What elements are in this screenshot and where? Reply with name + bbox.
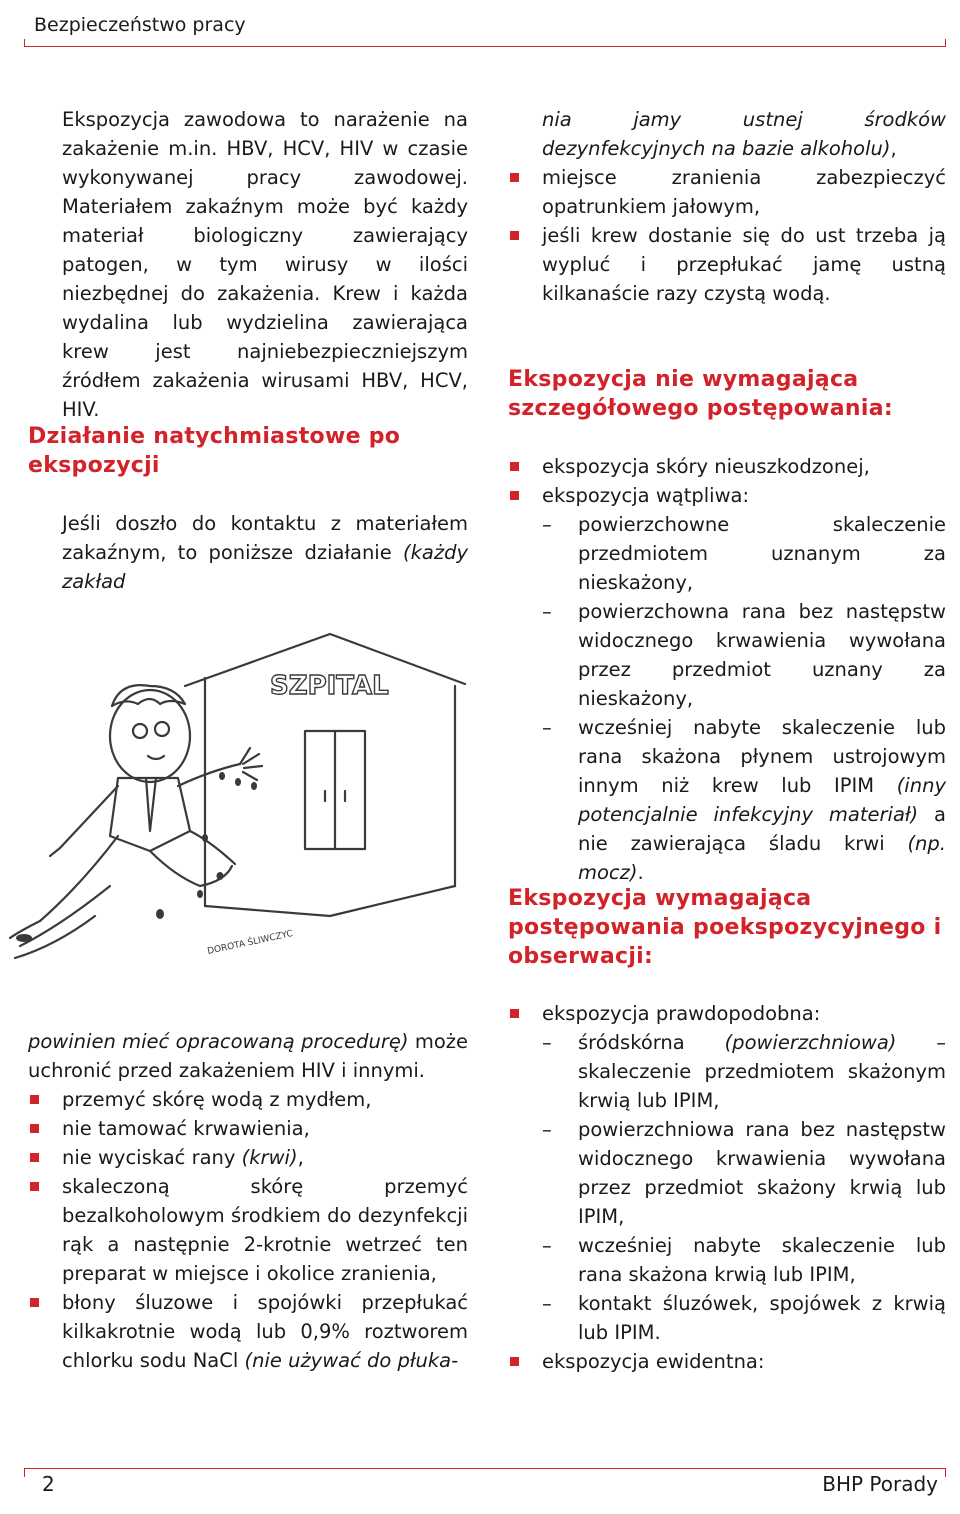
list-item: nie tamować krwawienia, [28, 1114, 468, 1143]
sub-list [542, 510, 946, 887]
continuation-paragraph [28, 1027, 468, 1085]
sub-list-item: – kontakt śluzówek, spojówek z krwią lub IPIM. [542, 1289, 946, 1347]
cont-text: może uchronić przed zakażeniem HIV i innymi. [28, 1030, 468, 1082]
header-rule [24, 46, 946, 47]
list-item: jeśli krew dostanie się do ust trzeba ją wypluć i przepłukać jamę ustną kilkanaście razy czystą wodą. [508, 221, 946, 308]
section-immediate [28, 422, 448, 480]
running-header: Bezpieczeństwo pracy [34, 14, 246, 36]
post-exposure-list [508, 999, 946, 1376]
sub-list-item: – wcześniej nabyte skaleczenie lub rana skażona krwią lub IPIM, [542, 1231, 946, 1289]
lead-paragraph [62, 509, 468, 596]
publication-name: BHP Porady [822, 1472, 938, 1496]
footer-rule [24, 1468, 946, 1503]
list-item: ekspozycja prawdopodobna: – śródskórna (powierzchniowa) – skaleczenie przedmiotem skażonym krwią lub IPIM, – powierzchniowa rana bez następstw widocznego krwawienia wywołana przez przedmiot skażony krwią lub IPIM, – wcześniej nabyte skaleczenie lub rana skażona krwią lub IPIM, – kontakt śluzówek, spojówek z krwią lub IPIM. [508, 999, 946, 1347]
list-item: ekspozycja wątpliwa: – powierzchowne skaleczenie przedmiotem uznanym za nieskażony, – powierzchowna rana bez następstw widocznego krwawienia wywołana przez przedmiot uznany za nieskażony, – wcześniej nabyte skaleczenie lub rana skażona płynem ustrojowym innym niż krew lub IPIM (inny potencjalnie infekcyjny materiał) a nie zawierająca śladu krwi (np. mocz). [508, 481, 946, 887]
hospital-illustration [0, 586, 470, 1000]
sub-list-item: – śródskórna (powierzchniowa) – skaleczenie przedmiotem skażonym krwią lub IPIM, [542, 1028, 946, 1115]
list-item: ekspozycja ewidentna: [508, 1347, 946, 1376]
page-number: 2 [42, 1472, 55, 1496]
post-exposure-block [508, 999, 946, 1376]
list-item: ekspozycja skóry nieuszkodzonej, [508, 452, 946, 481]
left-bottom-block [28, 1027, 468, 1375]
immediate-actions-list [28, 1085, 468, 1375]
list-item: przemyć skórę wodą z mydłem, [28, 1085, 468, 1114]
sub-list-item: – wcześniej nabyte skaleczenie lub rana skażona płynem ustrojowym innym niż krew lub IPIM (inny potencjalnie infekcyjny materiał) a nie zawierająca śladu krwi (np. mocz). [542, 713, 946, 887]
section-post-exposure [508, 884, 946, 971]
lead-block [62, 509, 468, 596]
sub-list [542, 1028, 946, 1347]
intro-block [62, 105, 468, 424]
heading-post-exposure: Ekspozycja wymagająca postępowania poekspozycyjnego i obserwacji: [508, 886, 942, 969]
right-top-block [508, 105, 946, 308]
lead-text: Jeśli doszło do kontaktu z materiałem zakaźnym, to poniższe działanie [62, 512, 468, 564]
no-action-block [508, 452, 946, 887]
no-action-list [508, 452, 946, 887]
right-top-list [508, 163, 946, 308]
list-item: nie wyciskać rany (krwi), [28, 1143, 468, 1172]
right-continuation: nia jamy ustnej środków dezynfekcyjnych na bazie alkoholu), [542, 108, 946, 160]
list-item: skaleczoną skórę przemyć bezalkoholowym środkiem do dezynfekcji rąk a następnie 2-krotnie wetrzeć ten preparat w miejsce i okolice zranienia, [28, 1172, 468, 1288]
list-item: błony śluzowe i spojówki przepłukać kilkakrotnie wodą lub 0,9% roztworem chlorku sodu NaCl (nie używać do płuka- [28, 1288, 468, 1375]
lead-italic: (każdy zakład [62, 541, 468, 593]
hospital-sign: SZPITAL [270, 671, 389, 701]
artist-signature: DOROTA ŚLIWCZYC [206, 929, 294, 957]
heading-no-action: Ekspozycja nie wymagająca szczegółowego postępowania: [508, 367, 893, 421]
sub-list-item: – powierzchowna rana bez następstw widocznego krwawienia wywołana przez przedmiot uznany za nieskażony, [542, 597, 946, 713]
sub-list-item: – powierzchowne skaleczenie przedmiotem uznanym za nieskażony, [542, 510, 946, 597]
sub-list-item: – powierzchniowa rana bez następstw widocznego krwawienia wywołana przez przedmiot skażony krwią lub IPIM, [542, 1115, 946, 1231]
section-no-action [508, 365, 946, 423]
cont-italic: powinien mieć opracowaną procedurę) [28, 1030, 409, 1053]
list-item: miejsce zranienia zabezpieczyć opatrunkiem jałowym, [508, 163, 946, 221]
intro-paragraph: Ekspozycja zawodowa to narażenie na zakażenie m.in. HBV, HCV, HIV w czasie wykonywanej pracy zawodowej. Materiałem zakaźnym może być każdy materiał biologiczny zawierający patogen, w tym wirusy w ilości niezbędnej do zakażenia. Krew i każda wydalina lub wydzielina zawierająca krew jest najniebezpieczniejszym źródłem zakażenia wirusami HBV, HCV, HIV. [62, 108, 468, 421]
heading-immediate-action: Działanie natychmiastowe po ekspozycji [28, 424, 401, 478]
